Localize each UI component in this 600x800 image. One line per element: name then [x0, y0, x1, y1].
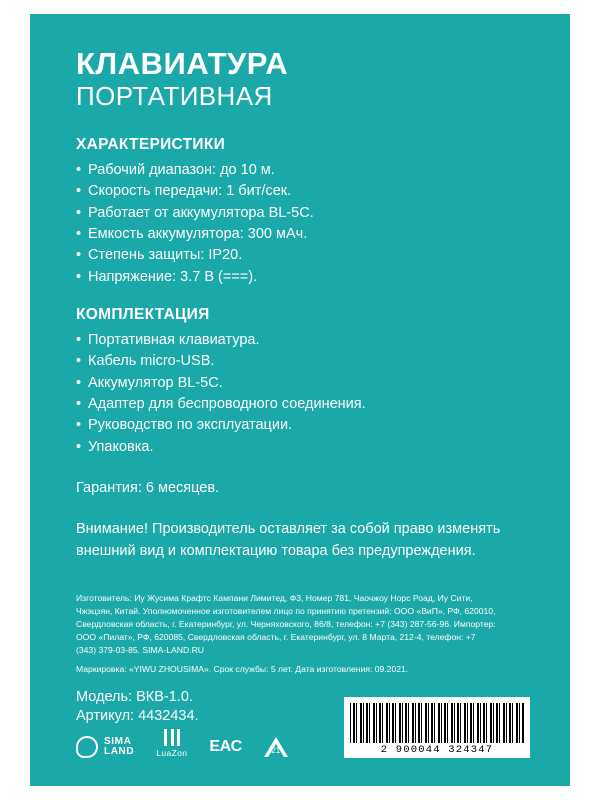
list-item: • Напряжение: 3.7 В (===). [76, 267, 530, 288]
article-label: Артикул: 4432434. [76, 708, 199, 725]
eac-mark-icon: EAC [209, 738, 242, 755]
list-item: • Работает от аккумулятора BL-5C. [76, 203, 530, 224]
page-title: КЛАВИАТУРА [76, 46, 289, 81]
list-item: • Портативная клавиатура. [76, 330, 530, 351]
list-item: • Упаковка. [76, 437, 530, 458]
recycle-mark-icon [264, 737, 288, 758]
specifications-list [76, 160, 530, 288]
contents-section [76, 306, 530, 458]
barcode-bars [350, 703, 524, 743]
specifications-heading: ХАРАКТЕРИСТИКИ [76, 136, 226, 154]
legal-fineprint [76, 592, 496, 675]
list-item: • Степень защиты: IP20. [76, 245, 530, 266]
product-title-block [76, 48, 530, 110]
sima-swirl-icon [76, 736, 98, 758]
list-item: • Аккумулятор BL-5C. [76, 373, 530, 394]
specifications-section [76, 136, 530, 288]
luazon-mark-icon [161, 729, 183, 746]
list-item: • Адаптер для беспроводного соединения. [76, 394, 530, 415]
list-item: • Рабочий диапазон: до 10 м. [76, 160, 530, 181]
manufacturer-info: Изготовитель: Иу Жусима Крафтс Кампани Лимитед, Ф3, Номер 781, Чаочжоу Норс Роад, Иу Сити, Чжэцзян, Китай. Уполномоченное изготовителем лицо по принятию претензий: ООО «ВиП», РФ, 620010, Свердловская область, г. Екатеринбург, ул. Черняховского, 86/8, телефон: +7 (343) 287-56-96. Импортер: ООО «Пилат», РФ, 620085, Свердловская область, г. Екатеринбург, ул. 8 Марта, 212-4, телефон: +7 (343) 379-03-85. SIMA-LAND.RU [76, 593, 496, 655]
list-item: • Емкость аккумулятора: 300 мАч. [76, 224, 530, 245]
recycle-number: 21 [271, 746, 281, 755]
list-item: • Кабель micro-USB. [76, 351, 530, 372]
luazon-logo-text: LuaZon [156, 748, 188, 758]
warning-text: Внимание! Производитель оставляет за собой право изменять внешний вид и комплектацию товара без предупреждения. [76, 520, 501, 559]
package-footer [76, 712, 530, 758]
model-label: Модель: ВКВ-1.0. [76, 688, 193, 705]
package-back-panel [30, 14, 570, 786]
recycle-triangle-icon [264, 737, 288, 758]
sima-land-logo-text [104, 737, 134, 758]
sima-logo-line2: LAND [104, 746, 135, 757]
marking-info: Маркировка: «YIWU ZHOUSIMA». Срок службы: 5 лет. Дата изготовления: 09.2021. [76, 663, 409, 674]
barcode-digits: 2 900044 324347 [380, 744, 494, 756]
barcode [344, 697, 530, 758]
luazon-logo [156, 729, 187, 758]
logo-row [76, 729, 288, 758]
page-subtitle: ПОРТАТИВНАЯ [76, 80, 273, 111]
list-item: • Руководство по эксплуатации. [76, 415, 530, 436]
sima-land-logo [76, 736, 134, 758]
sima-logo-line1: SIMA [104, 735, 132, 747]
contents-list [76, 330, 530, 458]
warranty-text: Гарантия: 6 месяцев. [76, 479, 220, 496]
contents-heading: КОМПЛЕКТАЦИЯ [76, 306, 210, 324]
list-item: • Скорость передачи: 1 бит/сек. [76, 181, 530, 202]
